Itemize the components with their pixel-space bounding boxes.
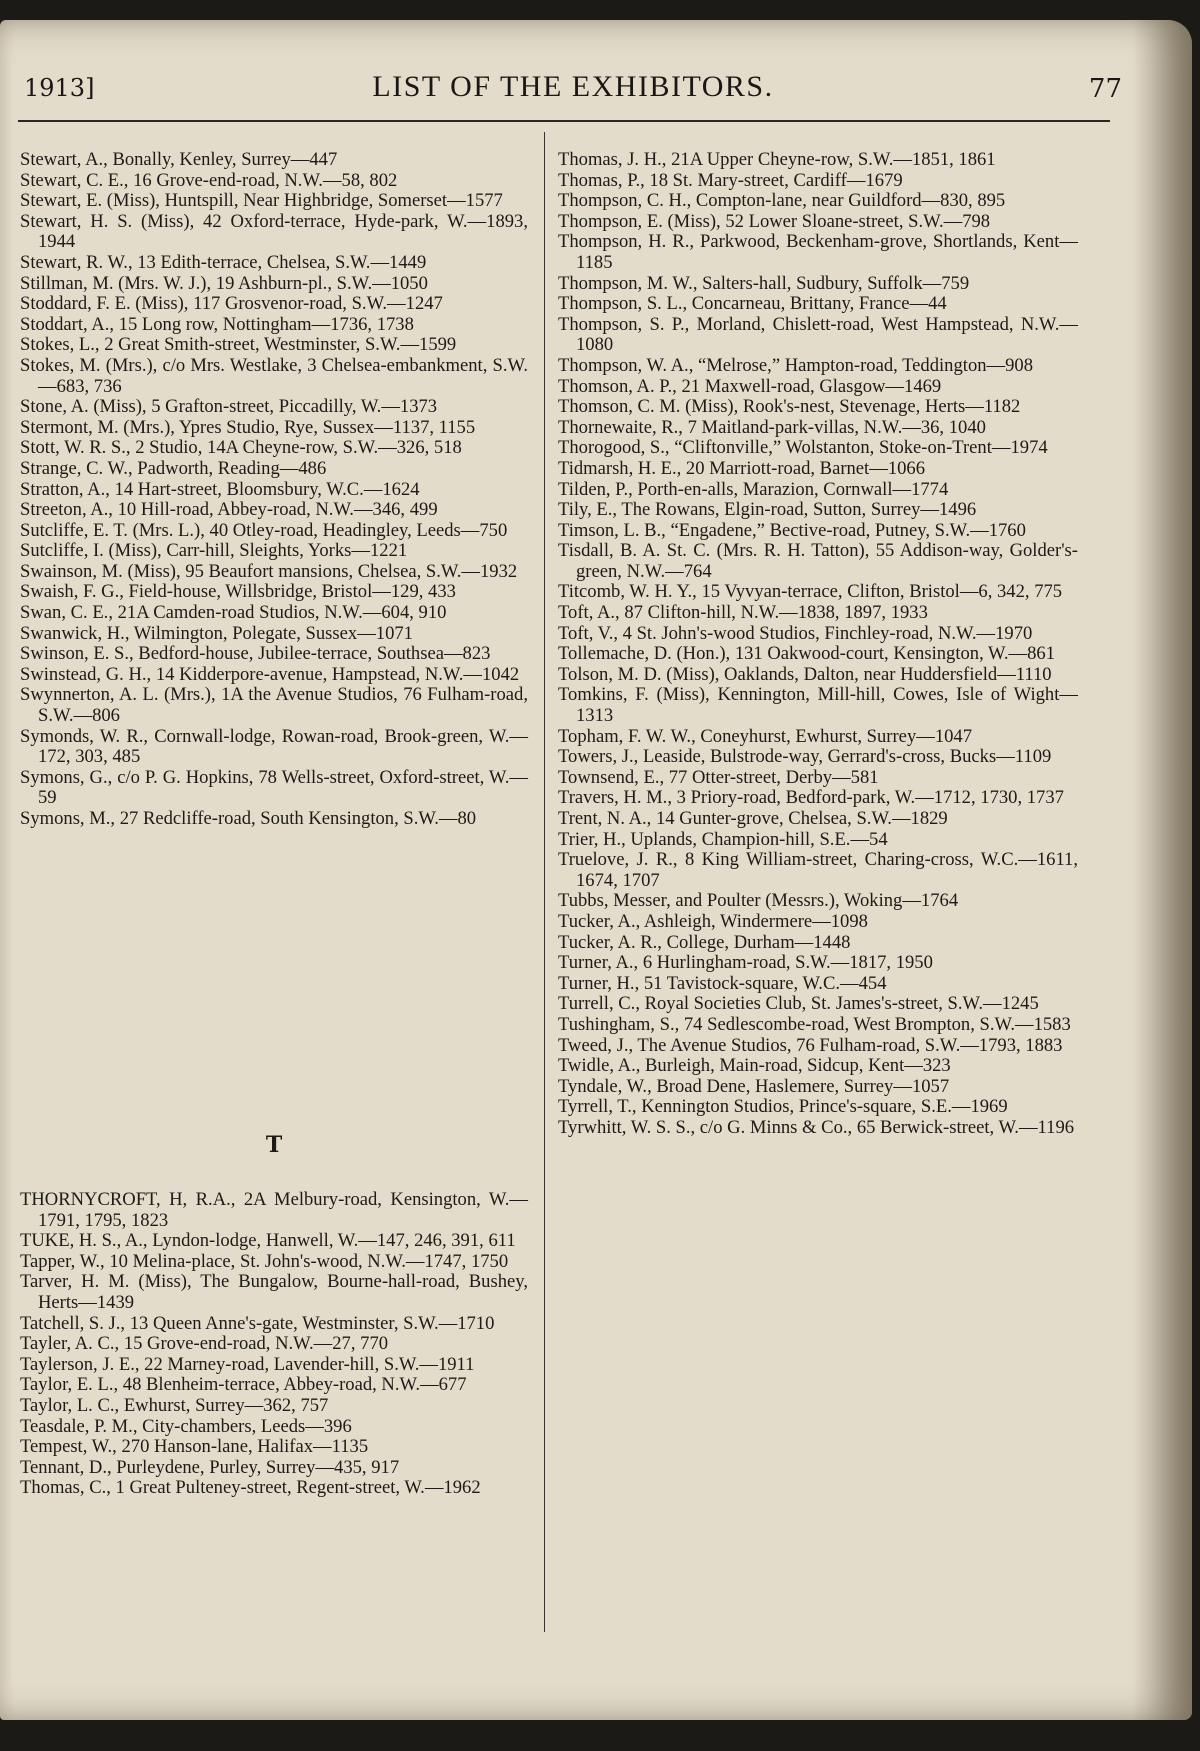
exhibitor-entry: Topham, F. W. W., Coneyhurst, Ewhurst, Surrey—1047 <box>558 725 973 747</box>
header-rule <box>18 120 1110 122</box>
exhibitor-entry: Turner, A., 6 Hurlingham-road, S.W.—1817, 1950 <box>558 952 933 974</box>
exhibitor-entry: Stewart, A., Bonally, Kenley, Surrey—447 <box>20 149 338 170</box>
exhibitor-entry: Truelove, J. R., 8 King William-street, Charing-cross, W.C.—1611, 1674, 1707 <box>558 849 1078 891</box>
exhibitor-entry: Twidle, A., Burleigh, Main-road, Sidcup, Kent—323 <box>558 1055 951 1077</box>
exhibitor-entry: Taylerson, J. E., 22 Marney-road, Lavender-hill, S.W.—1911 <box>20 1353 475 1375</box>
exhibitor-entry: Stewart, H. S. (Miss), 42 Oxford-terrace, Hyde-park, W.—1893, 1944 <box>20 210 528 253</box>
section-letter-t: T <box>265 1132 283 1158</box>
exhibitor-entry: Tyndale, W., Broad Dene, Haslemere, Surrey—1057 <box>558 1075 950 1097</box>
exhibitor-entry: Timson, L. B., “Engadene,” Bective-road, Putney, S.W.—1760 <box>558 519 1026 541</box>
exhibitor-entry: Swinstead, G. H., 14 Kidderpore-avenue, Hampstead, N.W.—1042 <box>20 663 520 685</box>
exhibitor-entry: Tushingham, S., 74 Sedlescombe-road, West Brompton, S.W.—1583 <box>558 1013 1071 1035</box>
exhibitor-entry: Travers, H. M., 3 Priory-road, Bedford-park, W.—1712, 1730, 1737 <box>558 787 1064 809</box>
exhibitor-entry: Toft, V., 4 St. John's-wood Studios, Finchley-road, N.W.—1970 <box>558 622 1033 644</box>
exhibitor-entry: Thomas, J. H., 21A Upper Cheyne-row, S.W.—1851, 1861 <box>558 149 996 170</box>
exhibitor-entry: Toft, A., 87 Clifton-hill, N.W.—1838, 1897, 1933 <box>558 602 928 624</box>
exhibitor-entry: Swinson, E. S., Bedford-house, Jubilee-terrace, Southsea—823 <box>20 643 491 665</box>
page-number: 77 <box>1088 74 1122 104</box>
left-column-t-entries <box>20 1190 528 1499</box>
exhibitor-entry: Taylor, L. C., Ewhurst, Surrey—362, 757 <box>20 1394 329 1416</box>
exhibitor-entry: Sutcliffe, I. (Miss), Carr-hill, Sleights, Yorks—1221 <box>20 540 408 562</box>
exhibitor-entry: Teasdale, P. M., City-chambers, Leeds—396 <box>20 1415 352 1437</box>
exhibitor-entry: Thorogood, S., “Cliftonville,” Wolstanton, Stoke-on-Trent—1974 <box>558 437 1048 459</box>
exhibitor-entry: THORNYCROFT, H, R.A., 2A Melbury-road, Kensington, W.—1791, 1795, 1823 <box>20 1189 528 1231</box>
exhibitor-entry: Swanwick, H., Wilmington, Polegate, Sussex—1071 <box>20 622 413 644</box>
exhibitor-entry: Stermont, M. (Mrs.), Ypres Studio, Rye, Sussex—1137, 1155 <box>20 416 476 438</box>
exhibitor-entry: Titcomb, W. H. Y., 15 Vyvyan-terrace, Clifton, Bristol—6, 342, 775 <box>558 581 1063 603</box>
page-curl-shadow <box>1132 20 1192 1720</box>
exhibitor-entry: Tilden, P., Porth-en-alls, Marazion, Cornwall—1774 <box>558 478 949 500</box>
exhibitor-entry: Thompson, E. (Miss), 52 Lower Sloane-street, S.W.—798 <box>558 210 991 232</box>
exhibitor-entry: Swainson, M. (Miss), 95 Beaufort mansions, Chelsea, S.W.—1932 <box>20 560 518 582</box>
exhibitor-entry: Symons, M., 27 Redcliffe-road, South Kensington, S.W.—80 <box>20 808 477 829</box>
exhibitor-entry: Tyrrell, T., Kennington Studios, Prince's-square, S.E.—1969 <box>558 1096 1008 1118</box>
exhibitor-entry: Thomson, C. M. (Miss), Rook's-nest, Stevenage, Herts—1182 <box>558 396 1021 418</box>
exhibitor-entry: Sutcliffe, E. T. (Mrs. L.), 40 Otley-road, Headingley, Leeds—750 <box>20 519 508 541</box>
exhibitor-entry: Stoddart, A., 15 Long row, Nottingham—1736, 1738 <box>20 313 414 335</box>
exhibitor-entry: Streeton, A., 10 Hill-road, Abbey-road, N.W.—346, 499 <box>20 499 438 521</box>
exhibitor-entry: Stone, A. (Miss), 5 Grafton-street, Piccadilly, W.—1373 <box>20 396 438 418</box>
exhibitor-entry: Tisdall, B. A. St. C. (Mrs. R. H. Tatton), 55 Addison-way, Golder's-green, N.W.—764 <box>558 540 1078 582</box>
exhibitor-entry: Thompson, M. W., Salters-hall, Sudbury, Suffolk—759 <box>558 272 970 294</box>
exhibitor-entry: Thompson, W. A., “Melrose,” Hampton-road, Teddington—908 <box>558 354 1034 376</box>
exhibitor-entry: Thornewaite, R., 7 Maitland-park-villas, N.W.—36, 1040 <box>558 416 986 438</box>
exhibitor-entry: Swan, C. E., 21A Camden-road Studios, N.W.—604, 910 <box>20 602 447 624</box>
exhibitor-entry: Strange, C. W., Padworth, Reading—486 <box>20 457 327 479</box>
exhibitor-entry: Swaish, F. G., Field-house, Willsbridge, Bristol—129, 433 <box>20 581 456 603</box>
exhibitor-entry: Tapper, W., 10 Melina-place, St. John's-wood, N.W.—1747, 1750 <box>20 1250 509 1272</box>
header-year: 1913] <box>24 74 95 102</box>
exhibitor-entry: Thomas, C., 1 Great Pulteney-street, Regent-street, W.—1962 <box>20 1477 481 1499</box>
exhibitor-entry: Tweed, J., The Avenue Studios, 76 Fulham-road, S.W.—1793, 1883 <box>558 1034 1063 1056</box>
exhibitor-entry: Symons, G., c/o P. G. Hopkins, 78 Wells-street, Oxford-street, W.—59 <box>20 766 528 809</box>
exhibitor-entry: Stewart, R. W., 13 Edith-terrace, Chelsea, S.W.—1449 <box>20 251 427 273</box>
exhibitor-entry: Symonds, W. R., Cornwall-lodge, Rowan-road, Brook-green, W.—172, 303, 485 <box>20 725 528 768</box>
exhibitor-entry: Trier, H., Uplands, Champion-hill, S.E.—54 <box>558 828 888 850</box>
exhibitor-entry: Tyrwhitt, W. S. S., c/o G. Minns & Co., 65 Berwick-street, W.—1196 <box>558 1116 1075 1138</box>
exhibitor-entry: Thompson, H. R., Parkwood, Beckenham-grove, Shortlands, Kent—1185 <box>558 231 1078 273</box>
exhibitor-entry: Tidmarsh, H. E., 20 Marriott-road, Barnet—1066 <box>558 457 926 479</box>
exhibitor-entry: Turner, H., 51 Tavistock-square, W.C.—454 <box>558 972 887 994</box>
exhibitor-entry: Thomas, P., 18 St. Mary-street, Cardiff—1679 <box>558 169 903 191</box>
exhibitor-entry: Townsend, E., 77 Otter-street, Derby—581 <box>558 766 879 788</box>
exhibitor-entry: Tayler, A. C., 15 Grove-end-road, N.W.—27, 770 <box>20 1333 389 1355</box>
page-title: LIST OF THE EXHIBITORS. <box>372 70 774 103</box>
exhibitor-entry: Stokes, M. (Mrs.), c/o Mrs. Westlake, 3 Chelsea-embankment, S.W.—683, 736 <box>20 354 528 397</box>
left-column-s-entries <box>20 150 528 830</box>
exhibitor-entry: Stratton, A., 14 Hart-street, Bloomsbury, W.C.—1624 <box>20 478 420 500</box>
exhibitor-entry: Tomkins, F. (Miss), Kennington, Mill-hill, Cowes, Isle of Wight—1313 <box>558 684 1078 727</box>
exhibitor-entry: Stewart, E. (Miss), Huntspill, Near Highbridge, Somerset—1577 <box>20 190 503 212</box>
exhibitor-entry: Tennant, D., Purleydene, Purley, Surrey—435, 917 <box>20 1456 400 1478</box>
exhibitor-entry: Tempest, W., 270 Hanson-lane, Halifax—1135 <box>20 1436 369 1458</box>
exhibitor-entry: Thompson, C. H., Compton-lane, near Guildford—830, 895 <box>558 190 1006 212</box>
exhibitor-entry: Tollemache, D. (Hon.), 131 Oakwood-court, Kensington, W.—861 <box>558 643 1056 665</box>
exhibitor-entry: Tolson, M. D. (Miss), Oaklands, Dalton, near Huddersfield—1110 <box>558 663 1052 685</box>
exhibitor-entry: Stewart, C. E., 16 Grove-end-road, N.W.—58, 802 <box>20 169 398 191</box>
exhibitor-entry: Tarver, H. M. (Miss), The Bungalow, Bourne-hall-road, Bushey, Herts—1439 <box>20 1271 528 1313</box>
exhibitor-entry: Thompson, S. P., Morland, Chislett-road, West Hampstead, N.W.—1080 <box>558 313 1078 356</box>
exhibitor-entry: Tily, E., The Rowans, Elgin-road, Sutton, Surrey—1496 <box>558 499 977 521</box>
exhibitor-entry: Taylor, E. L., 48 Blenheim-terrace, Abbey-road, N.W.—677 <box>20 1374 467 1396</box>
exhibitor-entry: Tucker, A., Ashleigh, Windermere—1098 <box>558 910 868 932</box>
exhibitor-entry: Swynnerton, A. L. (Mrs.), 1A the Avenue Studios, 76 Fulham-road, S.W.—806 <box>20 684 528 727</box>
exhibitor-entry: Thomson, A. P., 21 Maxwell-road, Glasgow—1469 <box>558 375 942 397</box>
exhibitor-entry: Tucker, A. R., College, Durham—1448 <box>558 931 851 953</box>
running-head <box>24 70 1122 112</box>
exhibitor-entry: Stillman, M. (Mrs. W. J.), 19 Ashburn-pl., S.W.—1050 <box>20 272 428 294</box>
exhibitor-entry: Thompson, S. L., Concarneau, Brittany, France—44 <box>558 293 947 315</box>
column-divider <box>544 132 545 1632</box>
exhibitor-entry: Stott, W. R. S., 2 Studio, 14A Cheyne-row, S.W.—326, 518 <box>20 437 462 459</box>
exhibitor-entry: Stoddard, F. E. (Miss), 117 Grosvenor-road, S.W.—1247 <box>20 293 443 315</box>
book-page <box>0 20 1192 1720</box>
exhibitor-entry: Turrell, C., Royal Societies Club, St. James's-street, S.W.—1245 <box>558 993 1039 1015</box>
exhibitor-entry: Towers, J., Leaside, Bulstrode-way, Gerrard's-cross, Bucks—1109 <box>558 746 1052 768</box>
exhibitor-entry: Stokes, L., 2 Great Smith-street, Westminster, S.W.—1599 <box>20 334 457 356</box>
exhibitor-entry: TUKE, H. S., A., Lyndon-lodge, Hanwell, W.—147, 246, 391, 611 <box>20 1230 516 1252</box>
exhibitor-entry: Tatchell, S. J., 13 Queen Anne's-gate, Westminster, S.W.—1710 <box>20 1312 495 1334</box>
right-column-entries <box>558 150 1078 1139</box>
exhibitor-entry: Trent, N. A., 14 Gunter-grove, Chelsea, S.W.—1829 <box>558 808 948 829</box>
exhibitor-entry: Tubbs, Messer, and Poulter (Messrs.), Woking—1764 <box>558 890 959 912</box>
